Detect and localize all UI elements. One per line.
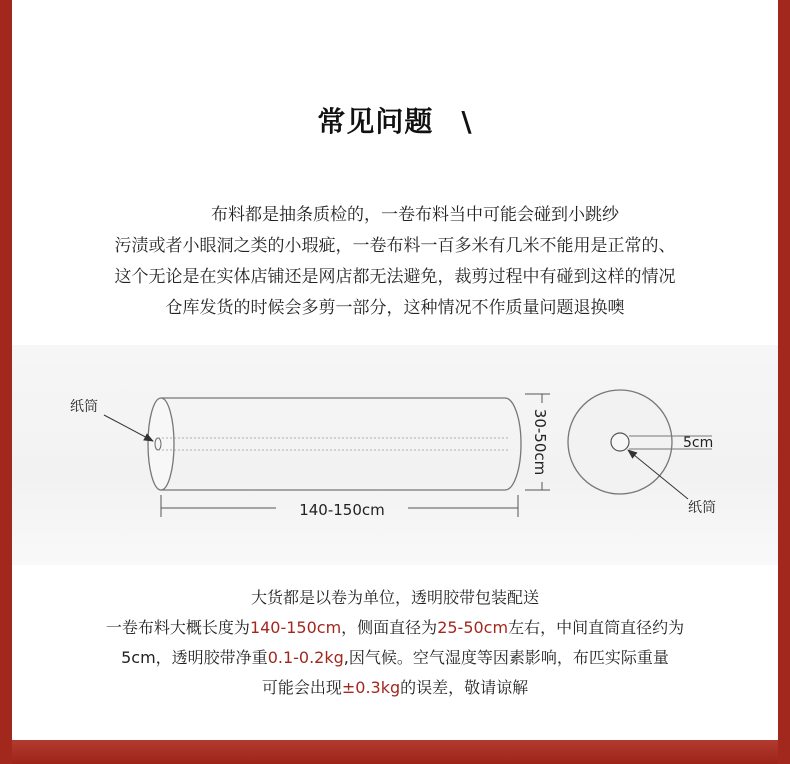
intro-line-4: 仓库发货的时候会多剪一部分，这种情况不作质量问题退换噢: [165, 298, 625, 318]
left-core-arrow: [104, 415, 153, 441]
error-highlight: ±0.3kg: [341, 678, 401, 697]
bottom-border: [0, 740, 790, 764]
section-title: [12, 100, 778, 140]
details-text: ,因气候。空气湿度等因素影响，布匹实际重量: [343, 648, 669, 667]
details-line-1: 大货都是以卷为单位，透明胶带包装配送: [250, 588, 539, 607]
length-label: 140-150cm: [299, 501, 385, 519]
roll-diagram: [12, 345, 778, 565]
intro-line-1: 布料都是抽条质检的，一卷布料当中可能会碰到小跳纱: [211, 205, 619, 225]
intro-line-2: 污渍或者小眼洞之类的小瑕疵，一卷布料一百多米有几米不能用是正常的、: [114, 236, 676, 256]
title-text: 常见问题: [317, 105, 434, 138]
details-text: 可能会出现: [261, 678, 342, 697]
diameter-label: 30-50cm: [531, 408, 549, 476]
intro-line-3: 这个无论是在实体店铺还是网店都无法避免，裁剪过程中有碰到这样的情况: [114, 267, 676, 287]
length-highlight: 140-150cm: [249, 618, 342, 637]
core-diameter-label: 5cm: [683, 435, 714, 451]
diameter-highlight: 25-50cm: [437, 618, 509, 637]
details-line-4: [12, 673, 778, 703]
fabric-roll-side-view: [148, 398, 521, 490]
details-paragraph: [12, 583, 778, 703]
right-core-label: 纸筒: [688, 500, 716, 516]
details-text: 5cm，透明胶带净重: [121, 648, 268, 667]
details-text: 的误差，敬请谅解: [400, 678, 529, 697]
details-text: 左右，中间直筒直径约为: [508, 618, 685, 637]
details-line-3: [12, 643, 778, 673]
left-core-label: 纸筒: [70, 399, 98, 415]
title-slash: \: [461, 105, 473, 138]
details-line-2: [12, 613, 778, 643]
content-page: [12, 0, 778, 740]
details-text: 一卷布料大概长度为: [105, 618, 250, 637]
intro-paragraph: [12, 200, 778, 324]
bottom-border-fill: [12, 740, 778, 764]
weight-highlight: 0.1-0.2kg: [267, 648, 344, 667]
roll-diagram-svg: [12, 345, 778, 565]
details-text: ，侧面直径为: [341, 618, 438, 637]
